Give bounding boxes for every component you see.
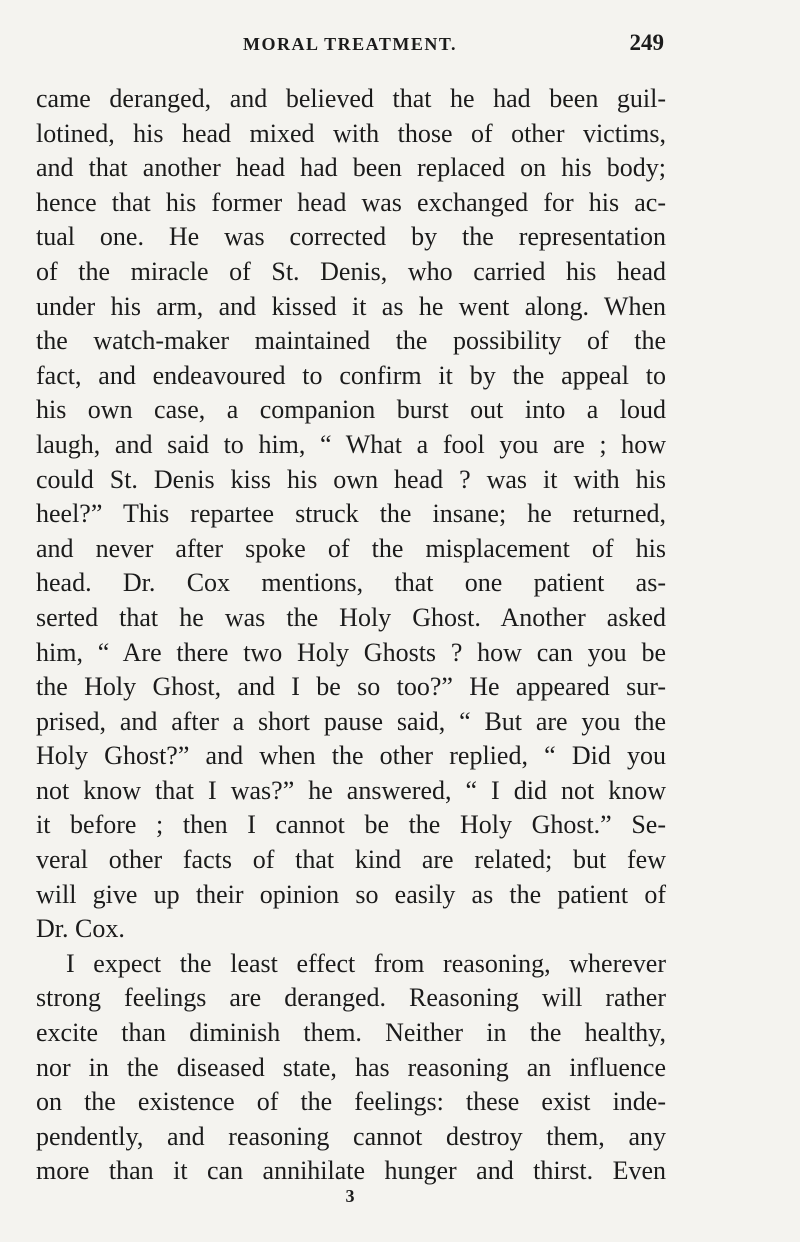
text-line: not know that I was?” he answered, “ I did not know: [36, 775, 666, 805]
text-line: strong feelings are deranged. Reasoning will rather: [36, 983, 666, 1013]
text-line: the watch-maker maintained the possibility of the: [36, 326, 666, 356]
body-text: [36, 82, 666, 1189]
text-line: Dr. Cox.: [36, 914, 125, 944]
page-header: [36, 30, 664, 60]
text-line: fact, and endeavoured to confirm it by the appeal to: [36, 360, 666, 390]
text-line: on the existence of the feelings: these exist inde-: [36, 1087, 666, 1117]
page-number: 249: [629, 30, 664, 55]
text-line: could St. Denis kiss his own head ? was it with his: [36, 464, 666, 494]
text-line: head. Dr. Cox mentions, that one patient as-: [36, 568, 666, 598]
paragraph-first-line: I expect the least effect from reasoning, wherever: [66, 948, 666, 978]
running-title: MORAL TREATMENT.: [242, 34, 458, 54]
text-line: heel?” This repartee struck the insane; he returned,: [36, 499, 666, 529]
text-line: under his arm, and kissed it as he went along. When: [36, 291, 666, 321]
text-line: will give up their opinion so easily as the patient of: [36, 879, 666, 909]
text-line: tual one. He was corrected by the representation: [36, 222, 666, 252]
text-line: the Holy Ghost, and I be so too?” He appeared sur-: [36, 672, 666, 702]
text-line: and that another head had been replaced on his body;: [36, 153, 666, 183]
text-line: lotined, his head mixed with those of other victims,: [36, 118, 666, 148]
text-line: came deranged, and believed that he had been guil-: [36, 84, 666, 113]
text-line: veral other facts of that kind are related; but few: [36, 845, 666, 875]
text-line: it before ; then I cannot be the Holy Ghost.” Se-: [36, 810, 666, 840]
text-line: and never after spoke of the misplacement of his: [36, 533, 666, 563]
text-line: prised, and after a short pause said, “ But are you the: [36, 706, 666, 736]
text-line: laugh, and said to him, “ What a fool you are ; how: [36, 429, 666, 459]
page-footer: [0, 1186, 700, 1207]
text-line: Holy Ghost?” and when the other replied, “ Did you: [36, 741, 666, 771]
text-line: more than it can annihilate hunger and thirst. Even: [36, 1156, 666, 1186]
signature-mark: 3: [345, 1186, 355, 1206]
text-line: him, “ Are there two Holy Ghosts ? how can you be: [36, 637, 666, 667]
text-line: of the miracle of St. Denis, who carried his head: [36, 256, 666, 286]
text-line: excite than diminish them. Neither in the healthy,: [36, 1018, 666, 1048]
text-line: hence that his former head was exchanged for his ac-: [36, 187, 666, 217]
text-line: pendently, and reasoning cannot destroy them, any: [36, 1121, 666, 1151]
text-line: serted that he was the Holy Ghost. Another asked: [36, 602, 666, 632]
text-line: nor in the diseased state, has reasoning an influence: [36, 1052, 666, 1082]
text-line: his own case, a companion burst out into a loud: [36, 395, 666, 425]
